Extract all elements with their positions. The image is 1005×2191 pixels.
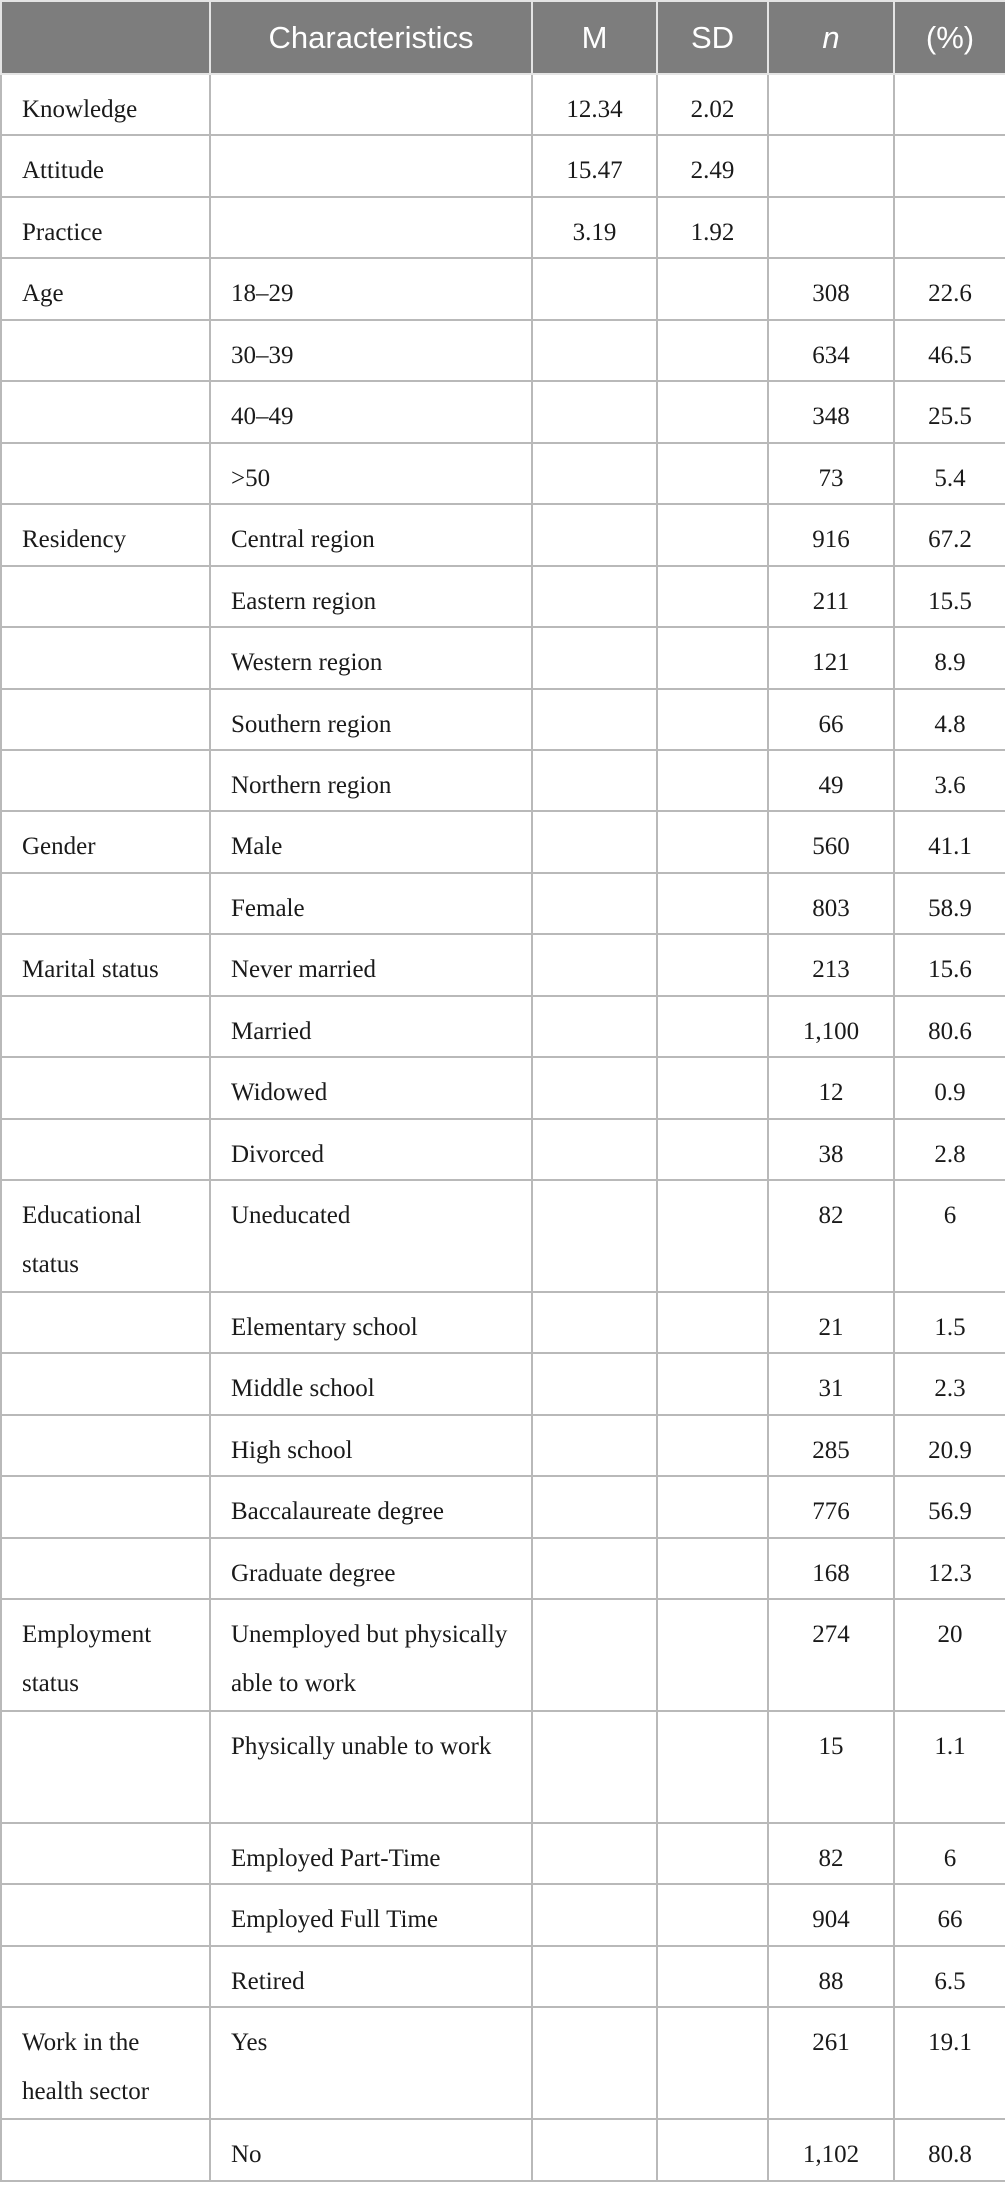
- row-percent: [894, 197, 1005, 258]
- table-row: [1, 2007, 1005, 2119]
- row-mean: [532, 1711, 657, 1823]
- row-percent: 19.1: [894, 2007, 1005, 2119]
- table-row: [1, 2119, 1005, 2181]
- row-percent: 6: [894, 1180, 1005, 1292]
- table-row: [1, 996, 1005, 1057]
- row-mean: [532, 443, 657, 504]
- table-row: [1, 1599, 1005, 1711]
- row-percent: 15.5: [894, 566, 1005, 627]
- row-mean: [532, 996, 657, 1057]
- row-mean: [532, 873, 657, 934]
- table-row: [1, 1292, 1005, 1353]
- row-percent: 6.5: [894, 1946, 1005, 2007]
- row-percent: 0.9: [894, 1057, 1005, 1118]
- row-sd: [657, 934, 768, 995]
- row-sd: [657, 2119, 768, 2181]
- row-sd: [657, 1599, 768, 1711]
- row-percent: 12.3: [894, 1538, 1005, 1599]
- row-characteristic: 40–49: [210, 381, 532, 442]
- row-percent: 56.9: [894, 1476, 1005, 1537]
- header-characteristics: Characteristics: [210, 1, 532, 74]
- row-variable: [1, 627, 210, 688]
- table-row: [1, 934, 1005, 995]
- row-variable: Work in the health sector: [1, 2007, 210, 2119]
- row-mean: 3.19: [532, 197, 657, 258]
- table-row: [1, 1119, 1005, 1180]
- row-characteristic: Eastern region: [210, 566, 532, 627]
- row-n: 21: [768, 1292, 894, 1353]
- header-mean: M: [532, 1, 657, 74]
- row-percent: 80.8: [894, 2119, 1005, 2181]
- row-mean: [532, 1946, 657, 2007]
- header-variable: [1, 1, 210, 74]
- row-mean: [532, 750, 657, 811]
- row-percent: 2.3: [894, 1353, 1005, 1414]
- row-mean: [532, 381, 657, 442]
- table-row: [1, 1415, 1005, 1476]
- table-row: [1, 1057, 1005, 1118]
- row-sd: [657, 504, 768, 565]
- row-characteristic: >50: [210, 443, 532, 504]
- row-variable: [1, 1711, 210, 1823]
- row-percent: 25.5: [894, 381, 1005, 442]
- row-variable: [1, 443, 210, 504]
- row-sd: [657, 689, 768, 750]
- row-variable: [1, 1057, 210, 1118]
- table-row: [1, 443, 1005, 504]
- row-variable: [1, 1823, 210, 1884]
- row-n: 73: [768, 443, 894, 504]
- row-percent: 58.9: [894, 873, 1005, 934]
- row-sd: [657, 566, 768, 627]
- row-n: 38: [768, 1119, 894, 1180]
- row-variable: [1, 750, 210, 811]
- table-row: [1, 197, 1005, 258]
- row-sd: 1.92: [657, 197, 768, 258]
- row-n: 916: [768, 504, 894, 565]
- row-mean: [532, 1119, 657, 1180]
- row-n: 66: [768, 689, 894, 750]
- row-mean: [532, 258, 657, 319]
- row-n: 348: [768, 381, 894, 442]
- row-characteristic: Yes: [210, 2007, 532, 2119]
- row-percent: [894, 74, 1005, 135]
- row-sd: 2.49: [657, 135, 768, 196]
- row-characteristic: [210, 197, 532, 258]
- row-mean: [532, 1599, 657, 1711]
- row-sd: [657, 1353, 768, 1414]
- table-row: [1, 1946, 1005, 2007]
- table-row: [1, 74, 1005, 135]
- row-percent: 8.9: [894, 627, 1005, 688]
- row-percent: 5.4: [894, 443, 1005, 504]
- table-row: [1, 689, 1005, 750]
- table-row: [1, 504, 1005, 565]
- row-characteristic: Female: [210, 873, 532, 934]
- table-row: [1, 1711, 1005, 1823]
- row-n: 1,100: [768, 996, 894, 1057]
- row-sd: [657, 1180, 768, 1292]
- row-percent: 80.6: [894, 996, 1005, 1057]
- table-row: [1, 873, 1005, 934]
- row-percent: 4.8: [894, 689, 1005, 750]
- row-n: 274: [768, 1599, 894, 1711]
- row-characteristic: Married: [210, 996, 532, 1057]
- row-mean: [532, 627, 657, 688]
- table-row: [1, 320, 1005, 381]
- table-row: [1, 1884, 1005, 1945]
- row-percent: 22.6: [894, 258, 1005, 319]
- row-characteristic: Physically unable to work: [210, 1711, 532, 1823]
- row-percent: 66: [894, 1884, 1005, 1945]
- row-mean: [532, 1476, 657, 1537]
- row-variable: [1, 1292, 210, 1353]
- row-n: 560: [768, 811, 894, 872]
- row-sd: [657, 1711, 768, 1823]
- row-mean: [532, 1538, 657, 1599]
- row-variable: [1, 1538, 210, 1599]
- row-mean: [532, 811, 657, 872]
- table-header-row: [1, 1, 1005, 74]
- row-n: 211: [768, 566, 894, 627]
- row-n: 803: [768, 873, 894, 934]
- row-percent: 20.9: [894, 1415, 1005, 1476]
- row-sd: [657, 750, 768, 811]
- table-row: [1, 258, 1005, 319]
- row-n: 49: [768, 750, 894, 811]
- row-mean: [532, 1415, 657, 1476]
- row-characteristic: 18–29: [210, 258, 532, 319]
- row-sd: [657, 1538, 768, 1599]
- row-characteristic: Never married: [210, 934, 532, 995]
- row-sd: [657, 1476, 768, 1537]
- row-variable: [1, 381, 210, 442]
- row-characteristic: Middle school: [210, 1353, 532, 1414]
- row-sd: [657, 1946, 768, 2007]
- row-percent: 6: [894, 1823, 1005, 1884]
- header-n: n: [768, 1, 894, 74]
- table-row: [1, 1476, 1005, 1537]
- row-n: 904: [768, 1884, 894, 1945]
- row-variable: [1, 2119, 210, 2181]
- row-mean: 15.47: [532, 135, 657, 196]
- header-sd: SD: [657, 1, 768, 74]
- row-percent: 3.6: [894, 750, 1005, 811]
- table-row: [1, 381, 1005, 442]
- row-mean: [532, 934, 657, 995]
- row-characteristic: Male: [210, 811, 532, 872]
- row-characteristic: High school: [210, 1415, 532, 1476]
- row-characteristic: [210, 74, 532, 135]
- row-mean: [532, 1353, 657, 1414]
- row-n: 12: [768, 1057, 894, 1118]
- row-sd: [657, 381, 768, 442]
- row-characteristic: Elementary school: [210, 1292, 532, 1353]
- row-percent: 67.2: [894, 504, 1005, 565]
- row-n: 31: [768, 1353, 894, 1414]
- row-variable: Attitude: [1, 135, 210, 196]
- row-variable: [1, 1415, 210, 1476]
- row-n: 1,102: [768, 2119, 894, 2181]
- row-n: 285: [768, 1415, 894, 1476]
- table-row: [1, 627, 1005, 688]
- row-characteristic: Employed Full Time: [210, 1884, 532, 1945]
- row-n: [768, 197, 894, 258]
- row-variable: [1, 1119, 210, 1180]
- row-n: 308: [768, 258, 894, 319]
- row-sd: [657, 1823, 768, 1884]
- row-variable: [1, 1884, 210, 1945]
- row-sd: [657, 2007, 768, 2119]
- row-variable: Knowledge: [1, 74, 210, 135]
- row-mean: [532, 1884, 657, 1945]
- table-row: [1, 135, 1005, 196]
- row-n: 776: [768, 1476, 894, 1537]
- row-sd: [657, 873, 768, 934]
- row-mean: [532, 566, 657, 627]
- row-sd: [657, 1292, 768, 1353]
- row-mean: [532, 1057, 657, 1118]
- row-variable: Gender: [1, 811, 210, 872]
- row-mean: [532, 2119, 657, 2181]
- row-mean: [532, 689, 657, 750]
- table-row: [1, 1538, 1005, 1599]
- row-sd: [657, 443, 768, 504]
- row-percent: 20: [894, 1599, 1005, 1711]
- row-characteristic: Graduate degree: [210, 1538, 532, 1599]
- row-variable: Age: [1, 258, 210, 319]
- row-characteristic: Western region: [210, 627, 532, 688]
- row-sd: [657, 996, 768, 1057]
- row-mean: 12.34: [532, 74, 657, 135]
- row-characteristic: Central region: [210, 504, 532, 565]
- row-n: 82: [768, 1180, 894, 1292]
- row-n: [768, 135, 894, 196]
- row-n: 634: [768, 320, 894, 381]
- table-row: [1, 566, 1005, 627]
- row-mean: [532, 2007, 657, 2119]
- row-n: 121: [768, 627, 894, 688]
- table-row: [1, 1353, 1005, 1414]
- row-characteristic: [210, 135, 532, 196]
- row-sd: [657, 320, 768, 381]
- row-variable: Marital status: [1, 934, 210, 995]
- row-n: 213: [768, 934, 894, 995]
- row-mean: [532, 320, 657, 381]
- row-percent: 2.8: [894, 1119, 1005, 1180]
- row-n: 168: [768, 1538, 894, 1599]
- row-variable: Practice: [1, 197, 210, 258]
- row-sd: [657, 1415, 768, 1476]
- row-characteristic: Widowed: [210, 1057, 532, 1118]
- row-characteristic: 30–39: [210, 320, 532, 381]
- row-percent: 1.5: [894, 1292, 1005, 1353]
- row-mean: [532, 1180, 657, 1292]
- table-row: [1, 1180, 1005, 1292]
- row-variable: Residency: [1, 504, 210, 565]
- row-sd: [657, 258, 768, 319]
- row-sd: [657, 811, 768, 872]
- row-characteristic: Baccalaureate degree: [210, 1476, 532, 1537]
- row-mean: [532, 1823, 657, 1884]
- row-variable: [1, 1946, 210, 2007]
- row-percent: [894, 135, 1005, 196]
- row-characteristic: Retired: [210, 1946, 532, 2007]
- row-characteristic: No: [210, 2119, 532, 2181]
- row-mean: [532, 1292, 657, 1353]
- row-n: 88: [768, 1946, 894, 2007]
- table-row: [1, 811, 1005, 872]
- row-sd: 2.02: [657, 74, 768, 135]
- header-percent: (%): [894, 1, 1005, 74]
- row-characteristic: Unemployed but physically able to work: [210, 1599, 532, 1711]
- row-variable: Educational status: [1, 1180, 210, 1292]
- row-sd: [657, 1119, 768, 1180]
- row-characteristic: Southern region: [210, 689, 532, 750]
- row-n: [768, 74, 894, 135]
- row-percent: 1.1: [894, 1711, 1005, 1823]
- table-row: [1, 750, 1005, 811]
- row-variable: [1, 873, 210, 934]
- row-sd: [657, 627, 768, 688]
- row-percent: 46.5: [894, 320, 1005, 381]
- row-n: 15: [768, 1711, 894, 1823]
- row-n: 261: [768, 2007, 894, 2119]
- row-variable: [1, 996, 210, 1057]
- row-sd: [657, 1057, 768, 1118]
- row-characteristic: Divorced: [210, 1119, 532, 1180]
- row-percent: 41.1: [894, 811, 1005, 872]
- row-variable: Employment status: [1, 1599, 210, 1711]
- row-variable: [1, 566, 210, 627]
- row-variable: [1, 689, 210, 750]
- table-row: [1, 1823, 1005, 1884]
- row-characteristic: Northern region: [210, 750, 532, 811]
- row-sd: [657, 1884, 768, 1945]
- row-characteristic: Uneducated: [210, 1180, 532, 1292]
- row-mean: [532, 504, 657, 565]
- row-variable: [1, 1353, 210, 1414]
- row-variable: [1, 320, 210, 381]
- row-percent: 15.6: [894, 934, 1005, 995]
- row-characteristic: Employed Part-Time: [210, 1823, 532, 1884]
- row-n: 82: [768, 1823, 894, 1884]
- row-variable: [1, 1476, 210, 1537]
